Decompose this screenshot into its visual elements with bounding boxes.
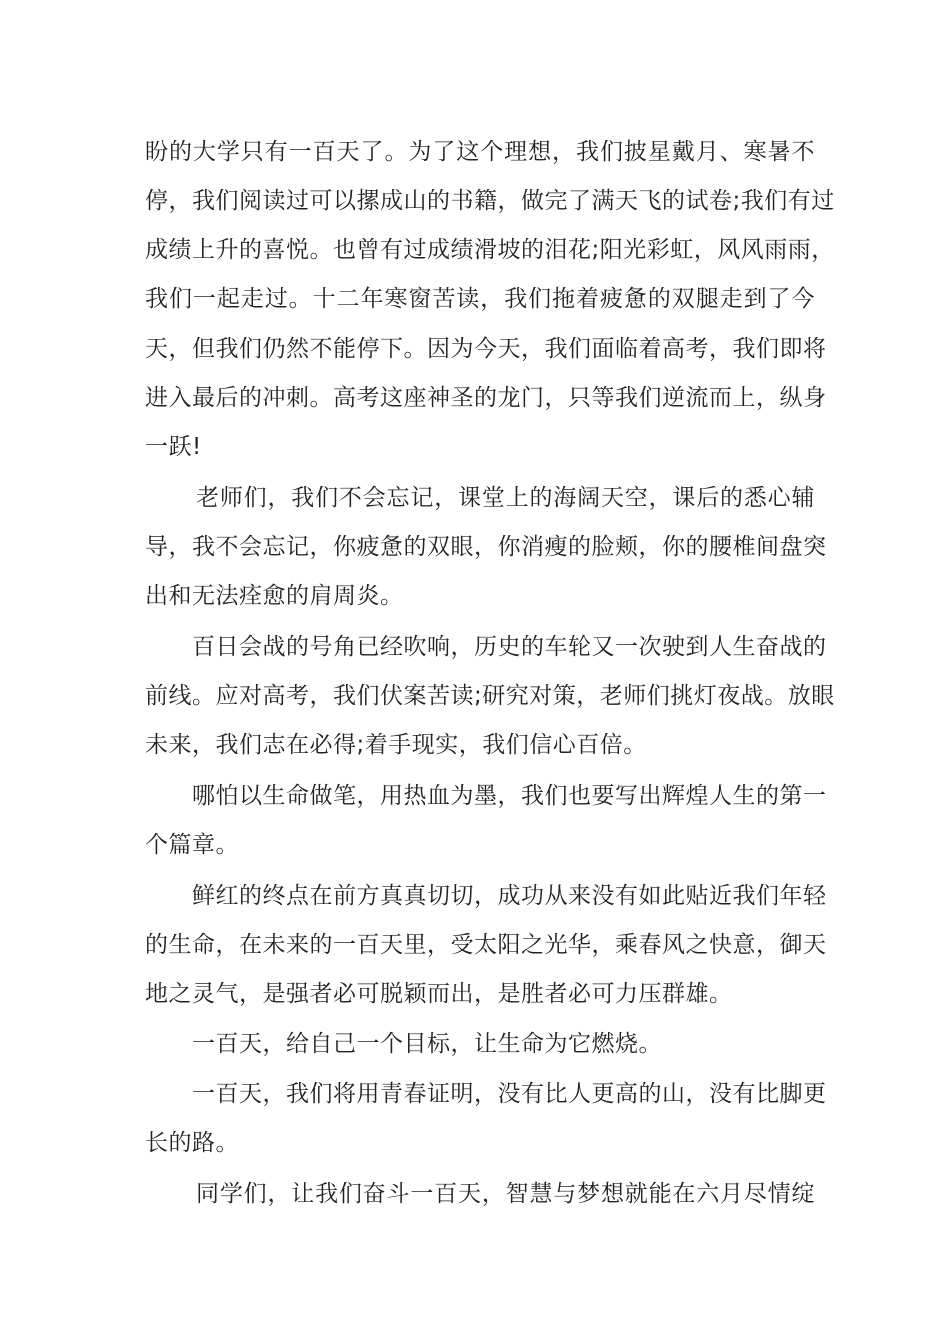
body-line: 我们一起走过。十二年寒窗苦读，我们拖着疲惫的双腿走到了今 <box>145 286 815 312</box>
body-line: 一跃! <box>145 434 202 460</box>
paragraph-first-line: 百日会战的号角已经吹响，历史的车轮又一次驶到人生奋战的 <box>192 634 827 660</box>
body-line: 进入最后的冲刺。高考这座神圣的龙门，只等我们逆流而上，纵身 <box>145 385 827 411</box>
body-line: 前线。应对高考，我们伏案苦读;研究对策，老师们挑灯夜战。放眼 <box>145 683 835 709</box>
paragraph-first-line: 同学们，让我们奋斗一百天，智慧与梦想就能在六月尽情绽 <box>196 1181 815 1207</box>
body-line: 地之灵气，是强者必可脱颖而出，是胜者必可力压群雄。 <box>145 981 733 1007</box>
body-line: 导，我不会忘记，你疲惫的双眼，你消瘦的脸颊，你的腰椎间盘突 <box>145 534 827 560</box>
paragraph-first-line: 哪怕以生命做笔，用热血为墨，我们也要写出辉煌人生的第一 <box>192 783 827 809</box>
body-line: 出和无法痊愈的肩周炎。 <box>145 583 404 609</box>
paragraph-first-line: 鲜红的终点在前方真真切切，成功从来没有如此贴近我们年轻 <box>192 883 827 909</box>
body-line: 天，但我们仍然不能停下。因为今天，我们面临着高考，我们即将 <box>145 336 827 362</box>
body-line: 盼的大学只有一百天了。为了这个理想，我们披星戴月、寒暑不 <box>145 139 815 165</box>
body-line: 停，我们阅读过可以摞成山的书籍，做完了满天飞的试卷;我们有过 <box>145 188 835 214</box>
body-line: 成绩上升的喜悦。也曾有过成绩滑坡的泪花;阳光彩虹，风风雨雨， <box>145 237 835 263</box>
body-line: 个篇章。 <box>145 832 239 858</box>
paragraph-first-line: 一百天，我们将用青春证明，没有比人更高的山，没有比脚更 <box>192 1081 827 1107</box>
body-line: 未来，我们志在必得;着手现实，我们信心百倍。 <box>145 732 647 758</box>
body-line: 长的路。 <box>145 1130 239 1156</box>
paragraph-first-line: 老师们，我们不会忘记，课堂上的海阔天空，课后的悉心辅 <box>196 485 815 511</box>
body-line: 的生命，在未来的一百天里，受太阳之光华，乘春风之快意，御天 <box>145 932 827 958</box>
paragraph-single-line: 一百天，给自己一个目标，让生命为它燃烧。 <box>192 1031 662 1057</box>
